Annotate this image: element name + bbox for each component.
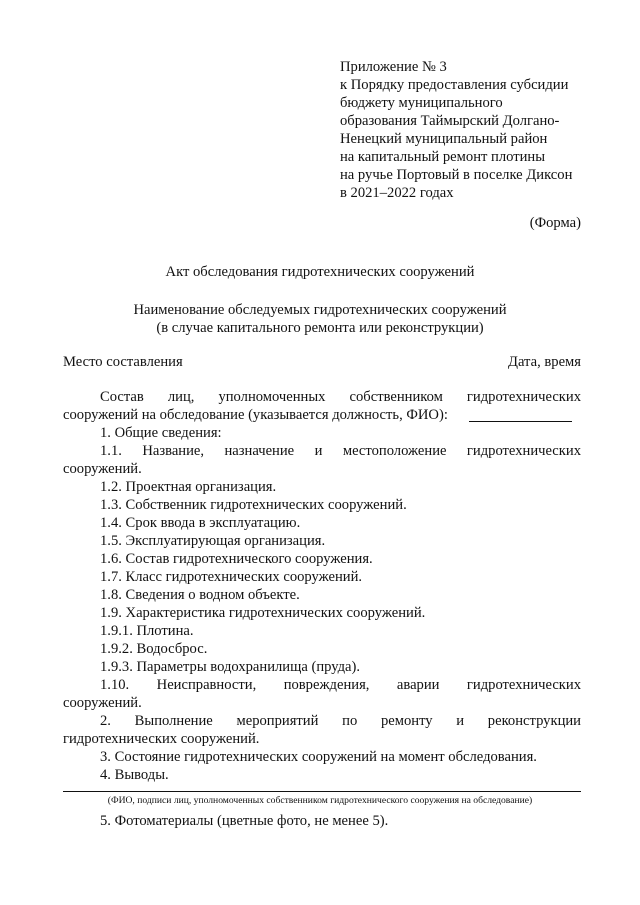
- composition-line-2: сооружений на обследование (указывается должность, ФИО):: [63, 407, 448, 423]
- signature-caption: (ФИО, подписи лиц, уполномоченных собственником гидротехнического сооружения на обследование): [107, 795, 533, 806]
- date-label: Дата, время: [508, 354, 581, 370]
- item-5: 5. Фотоматериалы (цветные фото, не менее 5).: [100, 813, 389, 829]
- item-1-9-2: 1.9.2. Водосброс.: [100, 641, 208, 657]
- appendix-line-8: в 2021–2022 годах: [340, 185, 454, 201]
- item-1-9-3: 1.9.3. Параметры водохранилища (пруда).: [100, 659, 361, 675]
- item-1-3: 1.3. Собственник гидротехнических сооружений.: [100, 497, 407, 513]
- composition-blank-line: [469, 421, 572, 422]
- item-3: 3. Состояние гидротехнических сооружений на момент обследования.: [100, 749, 537, 765]
- item-1-6: 1.6. Состав гидротехнического сооружения.: [100, 551, 373, 567]
- place-label: Место составления: [63, 354, 183, 370]
- subtitle-line-2: (в случае капитального ремонта или реконструкции): [156, 320, 484, 336]
- item-1-7: 1.7. Класс гидротехнических сооружений.: [100, 569, 363, 585]
- item-1-4: 1.4. Срок ввода в эксплуатацию.: [100, 515, 301, 531]
- signature-line: [63, 791, 581, 792]
- item-2-line-2: гидротехнических сооружений.: [63, 731, 260, 747]
- item-1: 1. Общие сведения:: [100, 425, 222, 441]
- form-label: (Форма): [529, 215, 581, 231]
- item-1-1-line-2: сооружений.: [63, 461, 142, 477]
- item-1-9: 1.9. Характеристика гидротехнических сооружений.: [100, 605, 426, 621]
- item-4: 4. Выводы.: [100, 767, 169, 783]
- document-title: Акт обследования гидротехнических сооружений: [165, 264, 475, 280]
- appendix-line-7: на ручье Портовый в поселке Диксон: [340, 167, 573, 183]
- appendix-line-1: Приложение № 3: [340, 59, 447, 75]
- item-1-5: 1.5. Эксплуатирующая организация.: [100, 533, 326, 549]
- appendix-line-5: Ненецкий муниципальный район: [340, 131, 548, 147]
- item-1-10-line-2: сооружений.: [63, 695, 142, 711]
- item-2-line-1: 2. Выполнение мероприятий по ремонту и реконструкции: [100, 713, 581, 729]
- item-1-8: 1.8. Сведения о водном объекте.: [100, 587, 300, 603]
- appendix-line-6: на капитальный ремонт плотины: [340, 149, 546, 165]
- item-1-10-line-1: 1.10. Неисправности, повреждения, аварии гидротехнических: [100, 677, 581, 693]
- item-1-1-line-1: 1.1. Название, назначение и местоположение гидротехнических: [100, 443, 581, 459]
- item-1-2: 1.2. Проектная организация.: [100, 479, 277, 495]
- item-1-9-1: 1.9.1. Плотина.: [100, 623, 194, 639]
- appendix-line-4: образования Таймырский Долгано-: [340, 113, 560, 129]
- appendix-line-3: бюджету муниципального: [340, 95, 503, 111]
- composition-line-1: Состав лиц, уполномоченных собственником гидротехнических: [100, 389, 581, 405]
- subtitle-line-1: Наименование обследуемых гидротехнических сооружений: [133, 302, 507, 318]
- appendix-line-2: к Порядку предоставления субсидии: [340, 77, 569, 93]
